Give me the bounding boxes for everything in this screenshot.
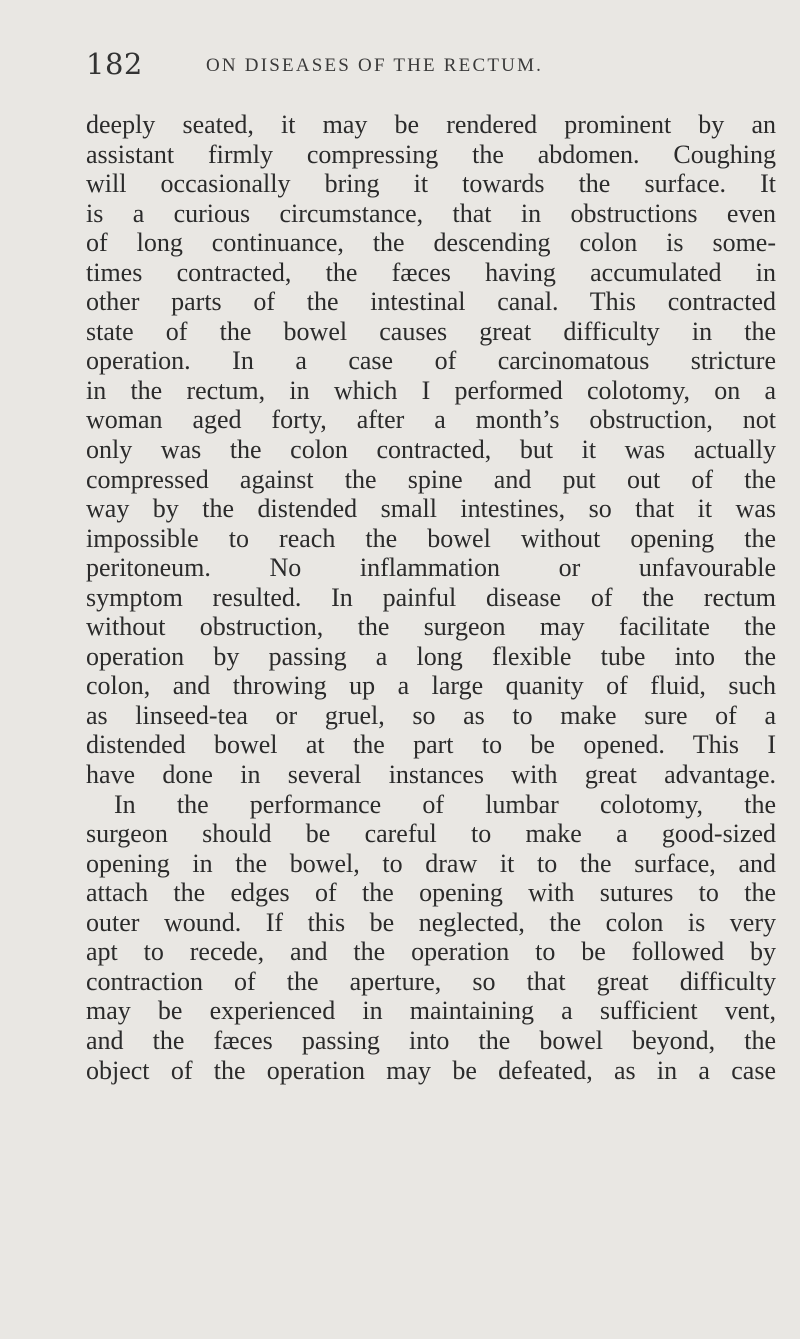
text-line: opening in the bowel, to draw it to the surface, and (86, 848, 776, 878)
text-line: peritoneum. No inflammation or unfavourable (86, 553, 776, 583)
text-line: is a curious circumstance, that in obstructions even (86, 198, 776, 228)
text-line: impossible to reach the bowel without opening the (86, 523, 776, 553)
text-line: In the performance of lumbar colotomy, the (114, 789, 776, 819)
page-header (0, 46, 800, 86)
text-line: times contracted, the fæces having accumulated in (86, 257, 776, 287)
text-line: attach the edges of the opening with sutures to the (86, 878, 776, 908)
text-line: symptom resulted. In painful disease of the rectum (86, 582, 776, 612)
text-line: colon, and throwing up a large quanity of fluid, such (86, 671, 776, 701)
text-line: other parts of the intestinal canal. This contracted (86, 287, 776, 317)
text-line: apt to recede, and the operation to be followed by (86, 937, 776, 967)
text-line: will occasionally bring it towards the surface. It (86, 169, 776, 199)
text-line: assistant firmly compressing the abdomen. Coughing (86, 139, 776, 169)
text-line: without obstruction, the surgeon may facilitate the (86, 612, 776, 642)
text-line: way by the distended small intestines, so that it was (86, 494, 776, 524)
text-line: object of the operation may be defeated, as in a case (86, 1055, 776, 1085)
text-line: only was the colon contracted, but it was actually (86, 435, 776, 465)
text-line: state of the bowel causes great difficulty in the (86, 316, 776, 346)
page-number: 182 (86, 47, 143, 81)
text-line: contraction of the aperture, so that great difficulty (86, 966, 776, 996)
text-line: and the fæces passing into the bowel beyond, the (86, 1025, 776, 1055)
text-line: have done in several instances with great advantage. (86, 760, 776, 790)
body-text (86, 110, 776, 1085)
text-line: deeply seated, it may be rendered prominent by an (86, 110, 776, 139)
text-line: of long continuance, the descending colon is some- (86, 228, 776, 258)
text-line: operation. In a case of carcinomatous stricture (86, 346, 776, 376)
text-line: woman aged forty, after a month’s obstruction, not (86, 405, 776, 435)
text-line: may be experienced in maintaining a sufficient vent, (86, 996, 776, 1026)
text-line: operation by passing a long flexible tube into the (86, 641, 776, 671)
running-head: ON DISEASES OF THE RECTUM. (206, 55, 544, 76)
text-line: in the rectum, in which I performed colotomy, on a (86, 375, 776, 405)
text-line: distended bowel at the part to be opened. This I (86, 730, 776, 760)
text-line: outer wound. If this be neglected, the colon is very (86, 907, 776, 937)
text-line: as linseed-tea or gruel, so as to make sure of a (86, 700, 776, 730)
text-line: surgeon should be careful to make a good-sized (86, 819, 776, 849)
text-line: compressed against the spine and put out of the (86, 464, 776, 494)
